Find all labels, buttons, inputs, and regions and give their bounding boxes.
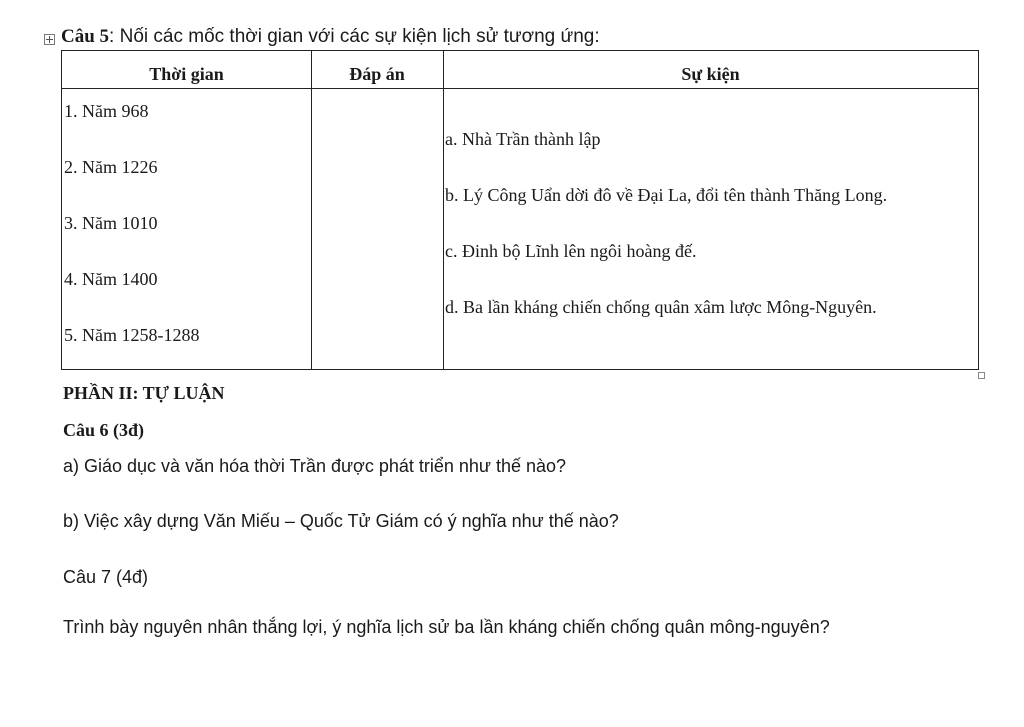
table-move-handle-icon[interactable] xyxy=(44,34,55,45)
question-5-label: Câu 5 xyxy=(61,26,110,47)
time-item: 3. Năm 1010 xyxy=(64,213,158,233)
header-time: Thời gian xyxy=(149,64,224,84)
question-7-title: Câu 7 (4đ) xyxy=(63,567,149,587)
time-item: 1. Năm 968 xyxy=(64,101,149,121)
event-item: b. Lý Công Uẩn dời đô về Đại La, đổi tên thành Thăng Long. xyxy=(445,185,888,205)
question-6a: a) Giáo dục và văn hóa thời Trần được phát triển như thế nào? xyxy=(63,456,567,476)
answer-column xyxy=(311,51,444,369)
question-5-text: : Nối các mốc thời gian với các sự kiện lịch sử tương ứng: xyxy=(109,26,600,47)
event-column xyxy=(443,51,978,369)
time-item: 4. Năm 1400 xyxy=(64,269,158,289)
table-resize-handle-icon[interactable] xyxy=(978,372,985,379)
part-2-heading: PHẦN II: TỰ LUẬN xyxy=(63,383,225,403)
question-5-title xyxy=(61,26,600,48)
event-item: c. Đinh bộ Lĩnh lên ngôi hoàng đế. xyxy=(445,241,697,261)
matching-table xyxy=(61,50,979,370)
header-answer: Đáp án xyxy=(349,64,405,84)
question-6b: b) Việc xây dựng Văn Miếu – Quốc Tử Giám có ý nghĩa như thế nào? xyxy=(63,511,619,531)
header-event: Sự kiện xyxy=(681,64,740,84)
question-7-prompt: Trình bày nguyên nhân thắng lợi, ý nghĩa lịch sử ba lần kháng chiến chống quân mông-nguyên? xyxy=(63,617,830,637)
time-column xyxy=(62,51,312,369)
time-item: 5. Năm 1258-1288 xyxy=(64,325,200,345)
event-item: d. Ba lần kháng chiến chống quân xâm lược Mông-Nguyên. xyxy=(445,297,877,317)
question-6-title: Câu 6 (3đ) xyxy=(63,420,145,440)
event-item: a. Nhà Trần thành lập xyxy=(445,129,601,149)
time-item: 2. Năm 1226 xyxy=(64,157,158,177)
